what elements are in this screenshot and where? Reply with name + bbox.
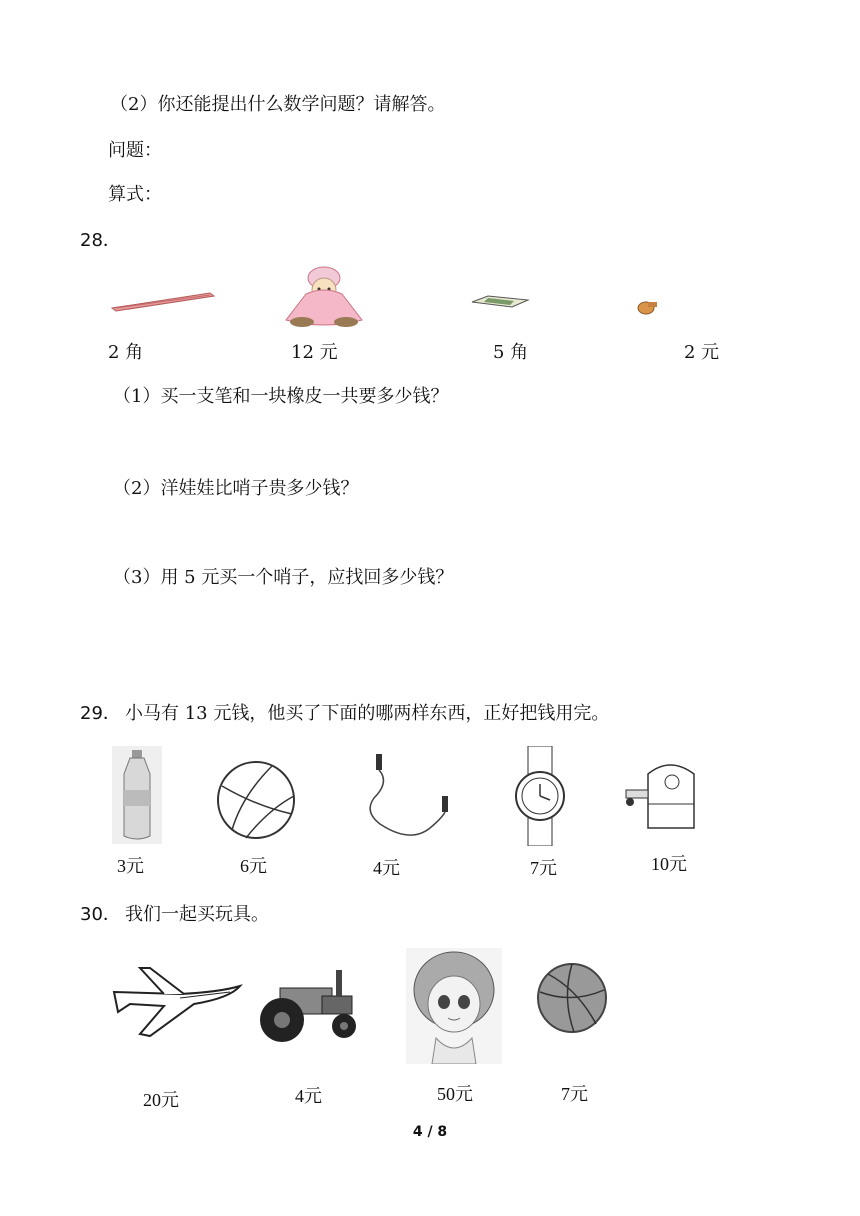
q28-question-2: （2）洋娃娃比哨子贵多少钱？ — [113, 478, 359, 499]
airplane-image — [110, 962, 244, 1042]
q28-number: 28． — [80, 230, 121, 251]
q27-problem-label: 问题： — [108, 140, 162, 161]
whistle-image — [634, 298, 660, 316]
q30-price-doll: 50元 — [437, 1084, 473, 1104]
q29-price-ball: 6元 — [240, 856, 267, 876]
q30-number: 30． — [80, 904, 121, 925]
basketball-image — [532, 960, 612, 1040]
q28-question-3: （3）用 5 元买一个哨子，应找回多少钱？ — [113, 567, 454, 588]
q27-part2: （2）你还能提出什么数学问题？请解答。 — [110, 94, 446, 115]
q29-text: 小马有 13 元钱，他买了下面的哪两样东西，正好把钱用完。 — [125, 703, 610, 724]
bottle-image — [112, 746, 162, 844]
q30-price-airplane: 20元 — [143, 1090, 179, 1110]
tractor-image — [252, 966, 364, 1048]
q28-price-eraser: 5 角 — [493, 342, 529, 363]
q29-price-bottle: 3元 — [117, 856, 144, 876]
q29-number: 29． — [80, 703, 121, 724]
q30-price-basketball: 7元 — [561, 1084, 588, 1104]
ball-image — [212, 756, 300, 844]
q30-price-tractor: 4元 — [295, 1086, 322, 1106]
q29-price-jump-rope: 4元 — [373, 858, 400, 878]
q29-price-pencil-sharpener: 10元 — [651, 854, 687, 874]
q30-text: 我们一起买玩具。 — [125, 904, 269, 925]
q28-price-whistle: 2 元 — [684, 342, 720, 363]
q29-price-watch: 7元 — [530, 858, 557, 878]
jump-rope-image — [360, 752, 460, 848]
q28-price-pen: 2 角 — [108, 342, 144, 363]
eraser-image — [470, 294, 530, 310]
q28-price-doll: 12 元 — [291, 342, 338, 363]
pen-image — [110, 288, 216, 314]
pencil-sharpener-image — [620, 748, 710, 836]
page-number: 4 / 8 — [412, 1124, 448, 1140]
q27-formula-label: 算式： — [108, 184, 162, 205]
doll-face-image — [406, 948, 502, 1064]
q28-question-1: （1）买一支笔和一块橡皮一共要多少钱？ — [113, 386, 449, 407]
doll-image — [272, 264, 376, 328]
watch-image — [508, 746, 572, 846]
